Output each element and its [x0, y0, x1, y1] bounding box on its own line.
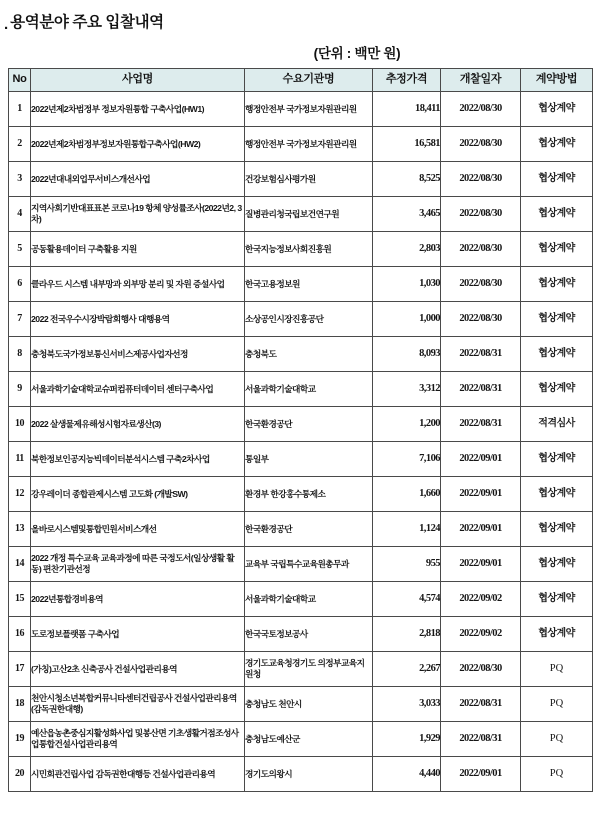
table-cell-bid-date: 2022/08/30: [441, 652, 521, 687]
table-cell-project-name: 지역사회기반대표표본 코로나19 항체 양성률조사(2022년2, 3차): [31, 197, 245, 232]
table-cell-project-name: 충청북도국가정보통신서비스제공사업자선정: [31, 337, 245, 372]
table-cell-estimated-price: 18,411: [373, 92, 441, 127]
table-cell-estimated-price: 2,803: [373, 232, 441, 267]
table-cell-no: 17: [9, 652, 31, 687]
table-cell-project-name: 2022년대내외업무서비스개선사업: [31, 162, 245, 197]
table-cell-organization: 한국고용정보원: [245, 267, 373, 302]
table-cell-contract-method: PQ: [521, 687, 593, 722]
table-cell-no: 19: [9, 722, 31, 757]
table-cell-organization: 행정안전부 국가정보자원관리원: [245, 92, 373, 127]
table-cell-bid-date: 2022/08/30: [441, 127, 521, 162]
table-cell-organization: 충청남도예산군: [245, 722, 373, 757]
table-row: [9, 512, 593, 547]
table-cell-project-name: 서울과학기술대학교슈퍼컴퓨터데이터 센터구축사업: [31, 372, 245, 407]
table-cell-estimated-price: 8,093: [373, 337, 441, 372]
column-header-estimated-price: 추정가격: [373, 69, 441, 92]
table-header-row: [9, 69, 593, 92]
table-cell-bid-date: 2022/08/31: [441, 722, 521, 757]
column-header-bid-date: 개찰일자: [441, 69, 521, 92]
table-cell-organization: 소상공인시장진흥공단: [245, 302, 373, 337]
table-cell-estimated-price: 2,267: [373, 652, 441, 687]
table-cell-project-name: 클라우드 시스템 내부망과 외부망 분리 및 자원 증설사업: [31, 267, 245, 302]
table-row: [9, 687, 593, 722]
table-cell-organization: 경기도교육청경기도 의정부교육지원청: [245, 652, 373, 687]
table-cell-estimated-price: 3,312: [373, 372, 441, 407]
table-row: [9, 722, 593, 757]
table-cell-no: 7: [9, 302, 31, 337]
table-cell-organization: 한국환경공단: [245, 512, 373, 547]
table-cell-bid-date: 2022/08/30: [441, 197, 521, 232]
table-cell-estimated-price: 1,660: [373, 477, 441, 512]
table-cell-no: 9: [9, 372, 31, 407]
table-cell-no: 1: [9, 92, 31, 127]
table-cell-organization: 충청북도: [245, 337, 373, 372]
table-cell-project-name: 2022 전국우수시장박람회행사 대행용역: [31, 302, 245, 337]
table-row: [9, 302, 593, 337]
column-header-no: No: [9, 69, 31, 92]
table-cell-estimated-price: 8,525: [373, 162, 441, 197]
table-cell-estimated-price: 1,030: [373, 267, 441, 302]
table-cell-estimated-price: 4,574: [373, 582, 441, 617]
table-cell-project-name: 예산읍농촌중심지활성화사업 및봉산면 기초생활거점조성사업통합건설사업관리용역: [31, 722, 245, 757]
table-cell-contract-method: 협상계약: [521, 337, 593, 372]
table-cell-contract-method: 협상계약: [521, 232, 593, 267]
table-row: [9, 92, 593, 127]
title-bullet-mark: .: [4, 15, 9, 33]
table-cell-contract-method: 협상계약: [521, 582, 593, 617]
table-cell-project-name: 도로정보플랫폼 구축사업: [31, 617, 245, 652]
table-cell-project-name: 올바로시스템및통합민원서비스개선: [31, 512, 245, 547]
table-cell-contract-method: 협상계약: [521, 197, 593, 232]
table-cell-bid-date: 2022/09/02: [441, 582, 521, 617]
table-cell-project-name: 2022 살생물제유해성시험자료생산(3): [31, 407, 245, 442]
column-header-project-name: 사업명: [31, 69, 245, 92]
table-cell-bid-date: 2022/08/31: [441, 407, 521, 442]
table-cell-estimated-price: 1,929: [373, 722, 441, 757]
table-cell-organization: 한국지능정보사회진흥원: [245, 232, 373, 267]
table-row: [9, 337, 593, 372]
column-header-organization: 수요기관명: [245, 69, 373, 92]
table-cell-estimated-price: 1,124: [373, 512, 441, 547]
table-cell-estimated-price: 16,581: [373, 127, 441, 162]
table-row: [9, 617, 593, 652]
table-cell-project-name: 2022년제2차범정부 정보자원통합 구축사업(HW1): [31, 92, 245, 127]
table-cell-no: 16: [9, 617, 31, 652]
table-cell-bid-date: 2022/09/01: [441, 757, 521, 792]
page-title: [0, 8, 560, 34]
table-cell-no: 20: [9, 757, 31, 792]
table-cell-bid-date: 2022/09/01: [441, 477, 521, 512]
table-cell-contract-method: PQ: [521, 757, 593, 792]
table-cell-project-name: 북한정보인공지능빅데이터분석시스템 구축2차사업: [31, 442, 245, 477]
table-cell-contract-method: 협상계약: [521, 512, 593, 547]
table-cell-estimated-price: 4,440: [373, 757, 441, 792]
table-cell-organization: 행정안전부 국가정보자원관리원: [245, 127, 373, 162]
page-title-text: 용역분야 주요 입찰내역: [10, 14, 164, 31]
column-header-contract-method: 계약방법: [521, 69, 593, 92]
table-row: [9, 582, 593, 617]
table-cell-no: 13: [9, 512, 31, 547]
table-row: [9, 267, 593, 302]
table-cell-contract-method: 협상계약: [521, 267, 593, 302]
table-cell-bid-date: 2022/08/30: [441, 302, 521, 337]
table-row: [9, 407, 593, 442]
table-cell-no: 12: [9, 477, 31, 512]
table-cell-bid-date: 2022/08/30: [441, 162, 521, 197]
table-row: [9, 652, 593, 687]
table-cell-project-name: 2022 개정 특수교육 교육과정에 따른 국정도서(일상생활 활동) 편찬기관선정: [31, 547, 245, 582]
table-cell-estimated-price: 7,106: [373, 442, 441, 477]
table-cell-contract-method: 협상계약: [521, 127, 593, 162]
table-cell-contract-method: 협상계약: [521, 547, 593, 582]
table-cell-organization: 교육부 국립특수교육원총무과: [245, 547, 373, 582]
table-cell-estimated-price: 955: [373, 547, 441, 582]
table-cell-no: 18: [9, 687, 31, 722]
table-cell-contract-method: 적격심사: [521, 407, 593, 442]
table-cell-no: 3: [9, 162, 31, 197]
table-cell-contract-method: PQ: [521, 722, 593, 757]
table-cell-bid-date: 2022/08/31: [441, 337, 521, 372]
table-row: [9, 232, 593, 267]
table-row: [9, 442, 593, 477]
table-cell-organization: 서울과학기술대학교: [245, 372, 373, 407]
table-body: [9, 92, 593, 792]
table-cell-estimated-price: 3,033: [373, 687, 441, 722]
table-cell-estimated-price: 1,000: [373, 302, 441, 337]
table-cell-bid-date: 2022/08/30: [441, 267, 521, 302]
table-cell-no: 2: [9, 127, 31, 162]
table-cell-organization: 서울과학기술대학교: [245, 582, 373, 617]
table-cell-bid-date: 2022/09/01: [441, 512, 521, 547]
table-row: [9, 547, 593, 582]
table-cell-no: 5: [9, 232, 31, 267]
table-cell-project-name: (가칭)고산2초 신축공사 건설사업관리용역: [31, 652, 245, 687]
table-cell-bid-date: 2022/09/01: [441, 442, 521, 477]
table-cell-organization: 한국환경공단: [245, 407, 373, 442]
table-cell-bid-date: 2022/09/01: [441, 547, 521, 582]
table-cell-project-name: 시민회관건립사업 감독권한대행등 건설사업관리용역: [31, 757, 245, 792]
table-cell-bid-date: 2022/08/31: [441, 372, 521, 407]
table-row: [9, 477, 593, 512]
table-cell-organization: 건강보험심사평가원: [245, 162, 373, 197]
table-cell-project-name: 2022년통합경비용역: [31, 582, 245, 617]
table-cell-no: 6: [9, 267, 31, 302]
table-cell-estimated-price: 2,818: [373, 617, 441, 652]
table-cell-project-name: 강우레이더 종합관제시스템 고도화 (개발SW): [31, 477, 245, 512]
table-cell-contract-method: 협상계약: [521, 302, 593, 337]
table-row: [9, 197, 593, 232]
table-cell-organization: 한국국토정보공사: [245, 617, 373, 652]
table-cell-estimated-price: 1,200: [373, 407, 441, 442]
table-cell-no: 8: [9, 337, 31, 372]
table-cell-contract-method: 협상계약: [521, 162, 593, 197]
table-cell-organization: 경기도의왕시: [245, 757, 373, 792]
table-cell-bid-date: 2022/08/30: [441, 92, 521, 127]
table-row: [9, 757, 593, 792]
table-cell-contract-method: 협상계약: [521, 617, 593, 652]
table-row: [9, 372, 593, 407]
table-cell-project-name: 공동활용데이터 구축활용 지원: [31, 232, 245, 267]
table-cell-no: 15: [9, 582, 31, 617]
table-cell-no: 11: [9, 442, 31, 477]
table-cell-organization: 통일부: [245, 442, 373, 477]
table-cell-bid-date: 2022/08/31: [441, 687, 521, 722]
table-cell-organization: 환경부 한강홍수통제소: [245, 477, 373, 512]
table-row: [9, 127, 593, 162]
table-cell-no: 14: [9, 547, 31, 582]
table-cell-bid-date: 2022/08/30: [441, 232, 521, 267]
table-cell-project-name: 2022년제2차범정부정보자원통합구축사업(HW2): [31, 127, 245, 162]
unit-note: (단위 : 백만 원): [313, 46, 401, 61]
table-row: [9, 162, 593, 197]
bid-table: [8, 68, 593, 792]
table-cell-contract-method: 협상계약: [521, 92, 593, 127]
table-cell-contract-method: 협상계약: [521, 372, 593, 407]
bid-table-container: [8, 68, 592, 792]
table-cell-project-name: 천안시청소년복합커뮤니타센터건립공사 건설사업관리용역(감독권한대행): [31, 687, 245, 722]
table-cell-organization: 질병관리청국립보건연구원: [245, 197, 373, 232]
table-cell-contract-method: 협상계약: [521, 442, 593, 477]
table-cell-estimated-price: 3,465: [373, 197, 441, 232]
table-cell-no: 10: [9, 407, 31, 442]
table-cell-contract-method: 협상계약: [521, 477, 593, 512]
table-cell-no: 4: [9, 197, 31, 232]
table-cell-organization: 충청남도 천안시: [245, 687, 373, 722]
table-cell-bid-date: 2022/09/02: [441, 617, 521, 652]
table-cell-contract-method: PQ: [521, 652, 593, 687]
